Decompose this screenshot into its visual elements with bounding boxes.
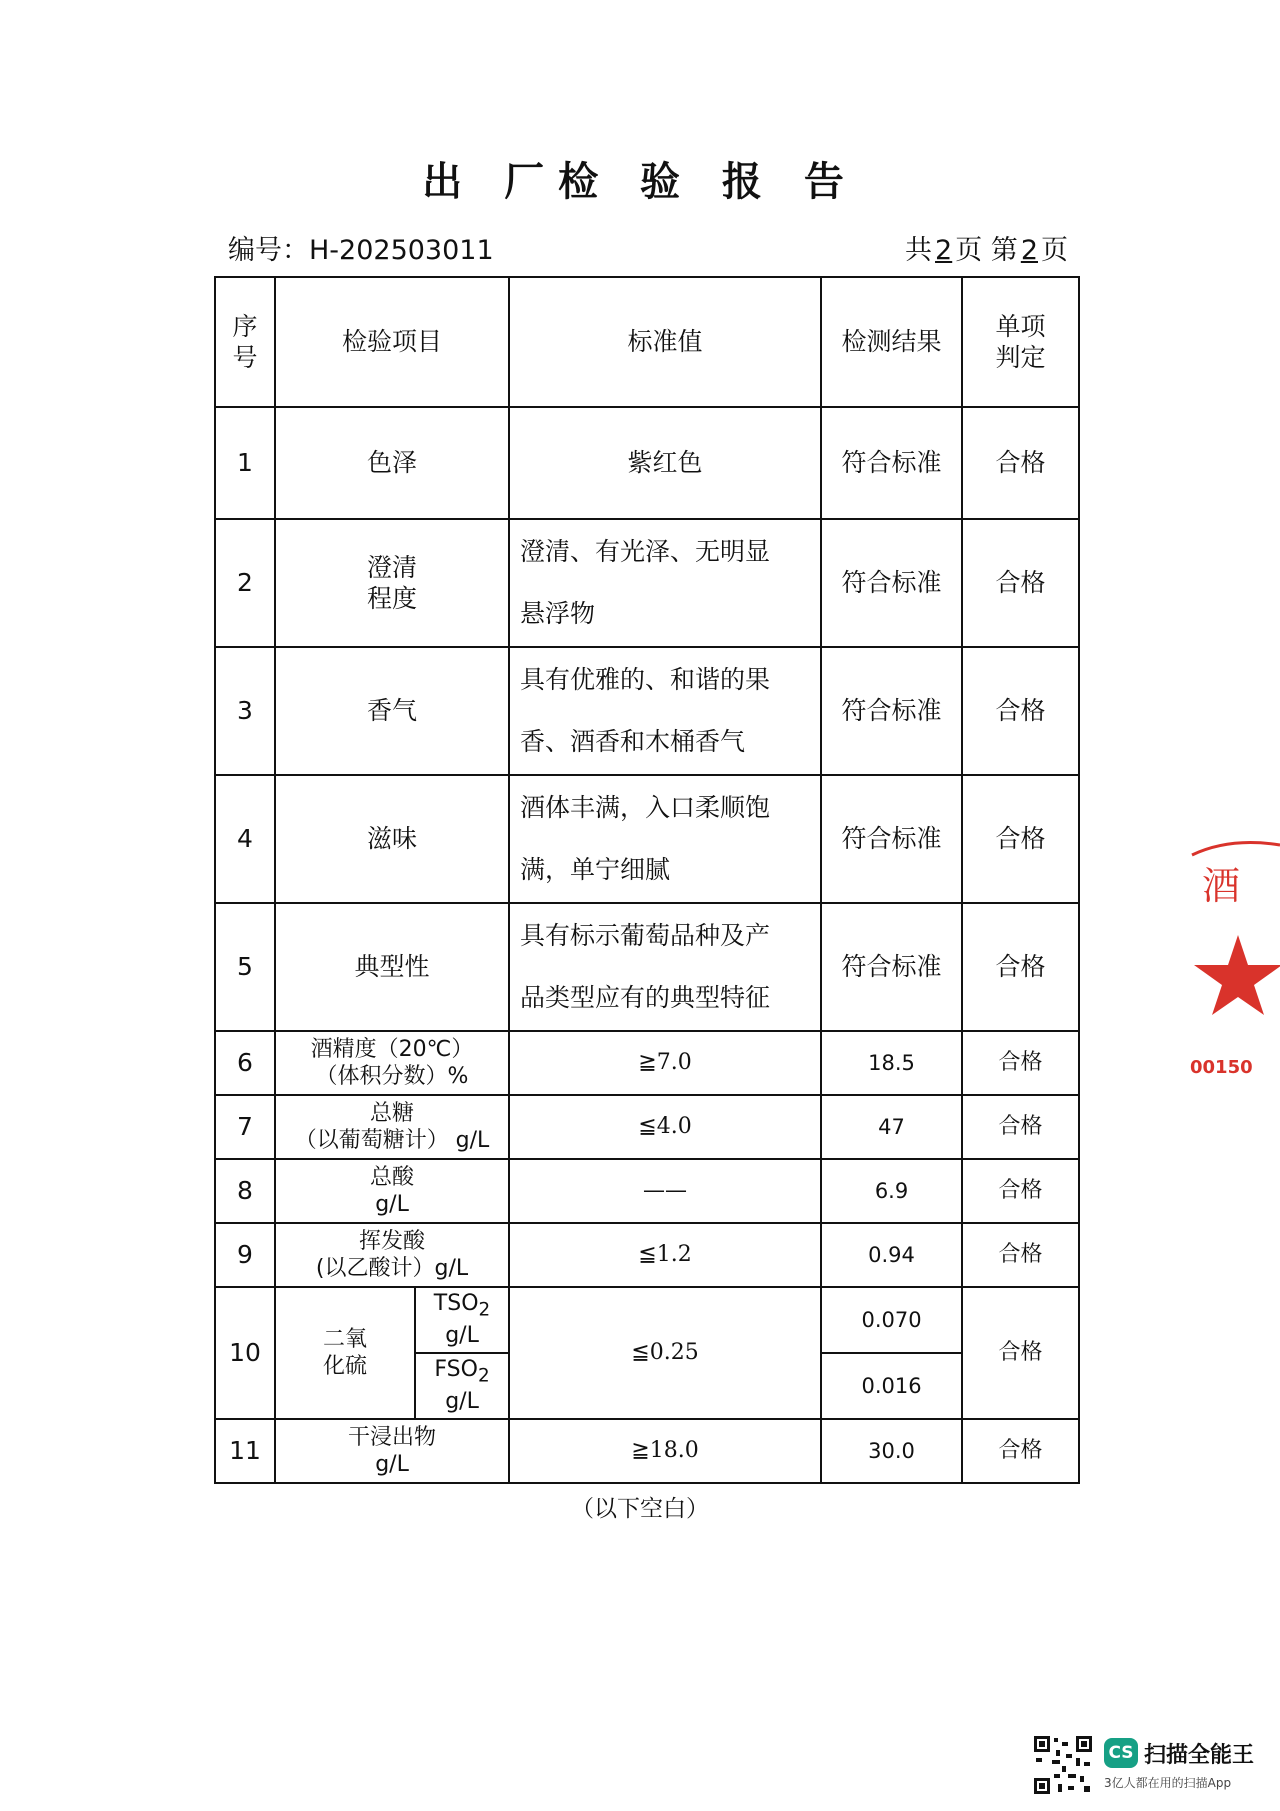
row-result: 符合标准	[821, 407, 962, 519]
scanner-app-tagline: 3亿人都在用的扫描App	[1104, 1776, 1232, 1790]
row-verdict: 合格	[962, 1095, 1079, 1159]
table-row	[215, 1095, 1079, 1159]
row-verdict: 合格	[962, 775, 1079, 903]
row-standard: 紫红色	[509, 407, 821, 519]
header-standard: 标准值	[509, 277, 821, 407]
header-verdict: 单项 判定	[962, 277, 1079, 407]
row-result: 符合标准	[821, 519, 962, 647]
row-item: 酒精度（20℃） （体积分数）%	[275, 1031, 509, 1095]
scanner-app-name: 扫描全能王	[1144, 1743, 1255, 1768]
header-result: 检测结果	[821, 277, 962, 407]
row-verdict: 合格	[962, 1419, 1079, 1483]
table-row	[215, 647, 1079, 775]
row-no: 9	[215, 1223, 275, 1287]
document-number-value: H-202503011	[309, 235, 494, 266]
table-row	[215, 1419, 1079, 1483]
row-standard: 具有优雅的、和谐的果 香、酒香和木桶香气	[509, 647, 821, 775]
row-result-fso2: 0.016	[821, 1353, 962, 1419]
row-standard: ≦4.0	[509, 1095, 821, 1159]
camscanner-logo: CS	[1104, 1738, 1138, 1768]
row-verdict: 合格	[962, 1287, 1079, 1419]
pages-total: 2	[935, 235, 953, 266]
header-item: 检验项目	[275, 277, 509, 407]
row-item: 挥发酸 (以乙酸计）g/L	[275, 1223, 509, 1287]
table-row	[215, 775, 1079, 903]
pages-mid: 页 第	[955, 235, 1018, 266]
row-result: 符合标准	[821, 775, 962, 903]
table-row	[215, 519, 1079, 647]
row-subitem-fso2: $FSO_2$ g/L	[415, 1353, 509, 1419]
table-row	[215, 1031, 1079, 1095]
row-no: 1	[215, 407, 275, 519]
qr-code-icon	[1032, 1734, 1094, 1796]
stamp-code: 00150	[1190, 1057, 1253, 1078]
row-item: 色泽	[275, 407, 509, 519]
row-result: 符合标准	[821, 647, 962, 775]
row-result-tso2: 0.070	[821, 1287, 962, 1353]
stamp-char: 酒	[1202, 864, 1241, 908]
pages-suffix: 页	[1041, 235, 1068, 266]
row-standard: ≦1.2	[509, 1223, 821, 1287]
row-verdict: 合格	[962, 903, 1079, 1031]
row-result: 0.94	[821, 1223, 962, 1287]
inspection-table	[214, 276, 1080, 1484]
table-row	[215, 1159, 1079, 1223]
document-number-label: 编号：	[228, 235, 309, 266]
scanner-watermark	[1032, 1734, 1272, 1798]
row-no: 2	[215, 519, 275, 647]
row-standard: ≧18.0	[509, 1419, 821, 1483]
row-result: 6.9	[821, 1159, 962, 1223]
table-row-so2-tso2	[215, 1287, 1079, 1353]
page-indicator	[905, 228, 1068, 267]
blank-below-note: （以下空白）	[571, 1496, 709, 1522]
row-no: 6	[215, 1031, 275, 1095]
row-verdict: 合格	[962, 1159, 1079, 1223]
row-verdict: 合格	[962, 1031, 1079, 1095]
header-row	[215, 277, 1079, 407]
table-row	[215, 903, 1079, 1031]
row-item: 澄清 程度	[275, 519, 509, 647]
row-standard: ≧7.0	[509, 1031, 821, 1095]
row-no: 5	[215, 903, 275, 1031]
row-item: 干浸出物 g/L	[275, 1419, 509, 1483]
row-item: 香气	[275, 647, 509, 775]
row-verdict: 合格	[962, 519, 1079, 647]
row-verdict: 合格	[962, 647, 1079, 775]
report-title: 出 厂检 验 报 告	[422, 158, 858, 205]
row-item: 总糖 （以葡萄糖计） g/L	[275, 1095, 509, 1159]
row-no: 7	[215, 1095, 275, 1159]
row-item: 总酸 g/L	[275, 1159, 509, 1223]
row-subitem-tso2: $TSO_2$ g/L	[415, 1287, 509, 1353]
header-seq: 序 号	[215, 277, 275, 407]
row-no: 8	[215, 1159, 275, 1223]
row-no: 4	[215, 775, 275, 903]
row-standard: 具有标示葡萄品种及产 品类型应有的典型特征	[509, 903, 821, 1031]
table-row	[215, 407, 1079, 519]
row-standard: 酒体丰满，入口柔顺饱 满，单宁细腻	[509, 775, 821, 903]
row-result: 18.5	[821, 1031, 962, 1095]
row-standard: ≦0.25	[509, 1287, 821, 1419]
table-row	[215, 1223, 1079, 1287]
red-seal-stamp	[1190, 835, 1280, 1095]
pages-current: 2	[1020, 235, 1038, 266]
row-result: 30.0	[821, 1419, 962, 1483]
row-verdict: 合格	[962, 407, 1079, 519]
row-item: 滋味	[275, 775, 509, 903]
row-item: 典型性	[275, 903, 509, 1031]
row-verdict: 合格	[962, 1223, 1079, 1287]
row-result: 符合标准	[821, 903, 962, 1031]
document-number	[228, 228, 494, 267]
row-no: 11	[215, 1419, 275, 1483]
row-standard: ——	[509, 1159, 821, 1223]
row-no: 10	[215, 1287, 275, 1419]
row-no: 3	[215, 647, 275, 775]
row-item: 二氧 化硫	[275, 1287, 415, 1419]
row-result: 47	[821, 1095, 962, 1159]
pages-prefix: 共	[905, 235, 933, 266]
row-standard: 澄清、有光泽、无明显 悬浮物	[509, 519, 821, 647]
